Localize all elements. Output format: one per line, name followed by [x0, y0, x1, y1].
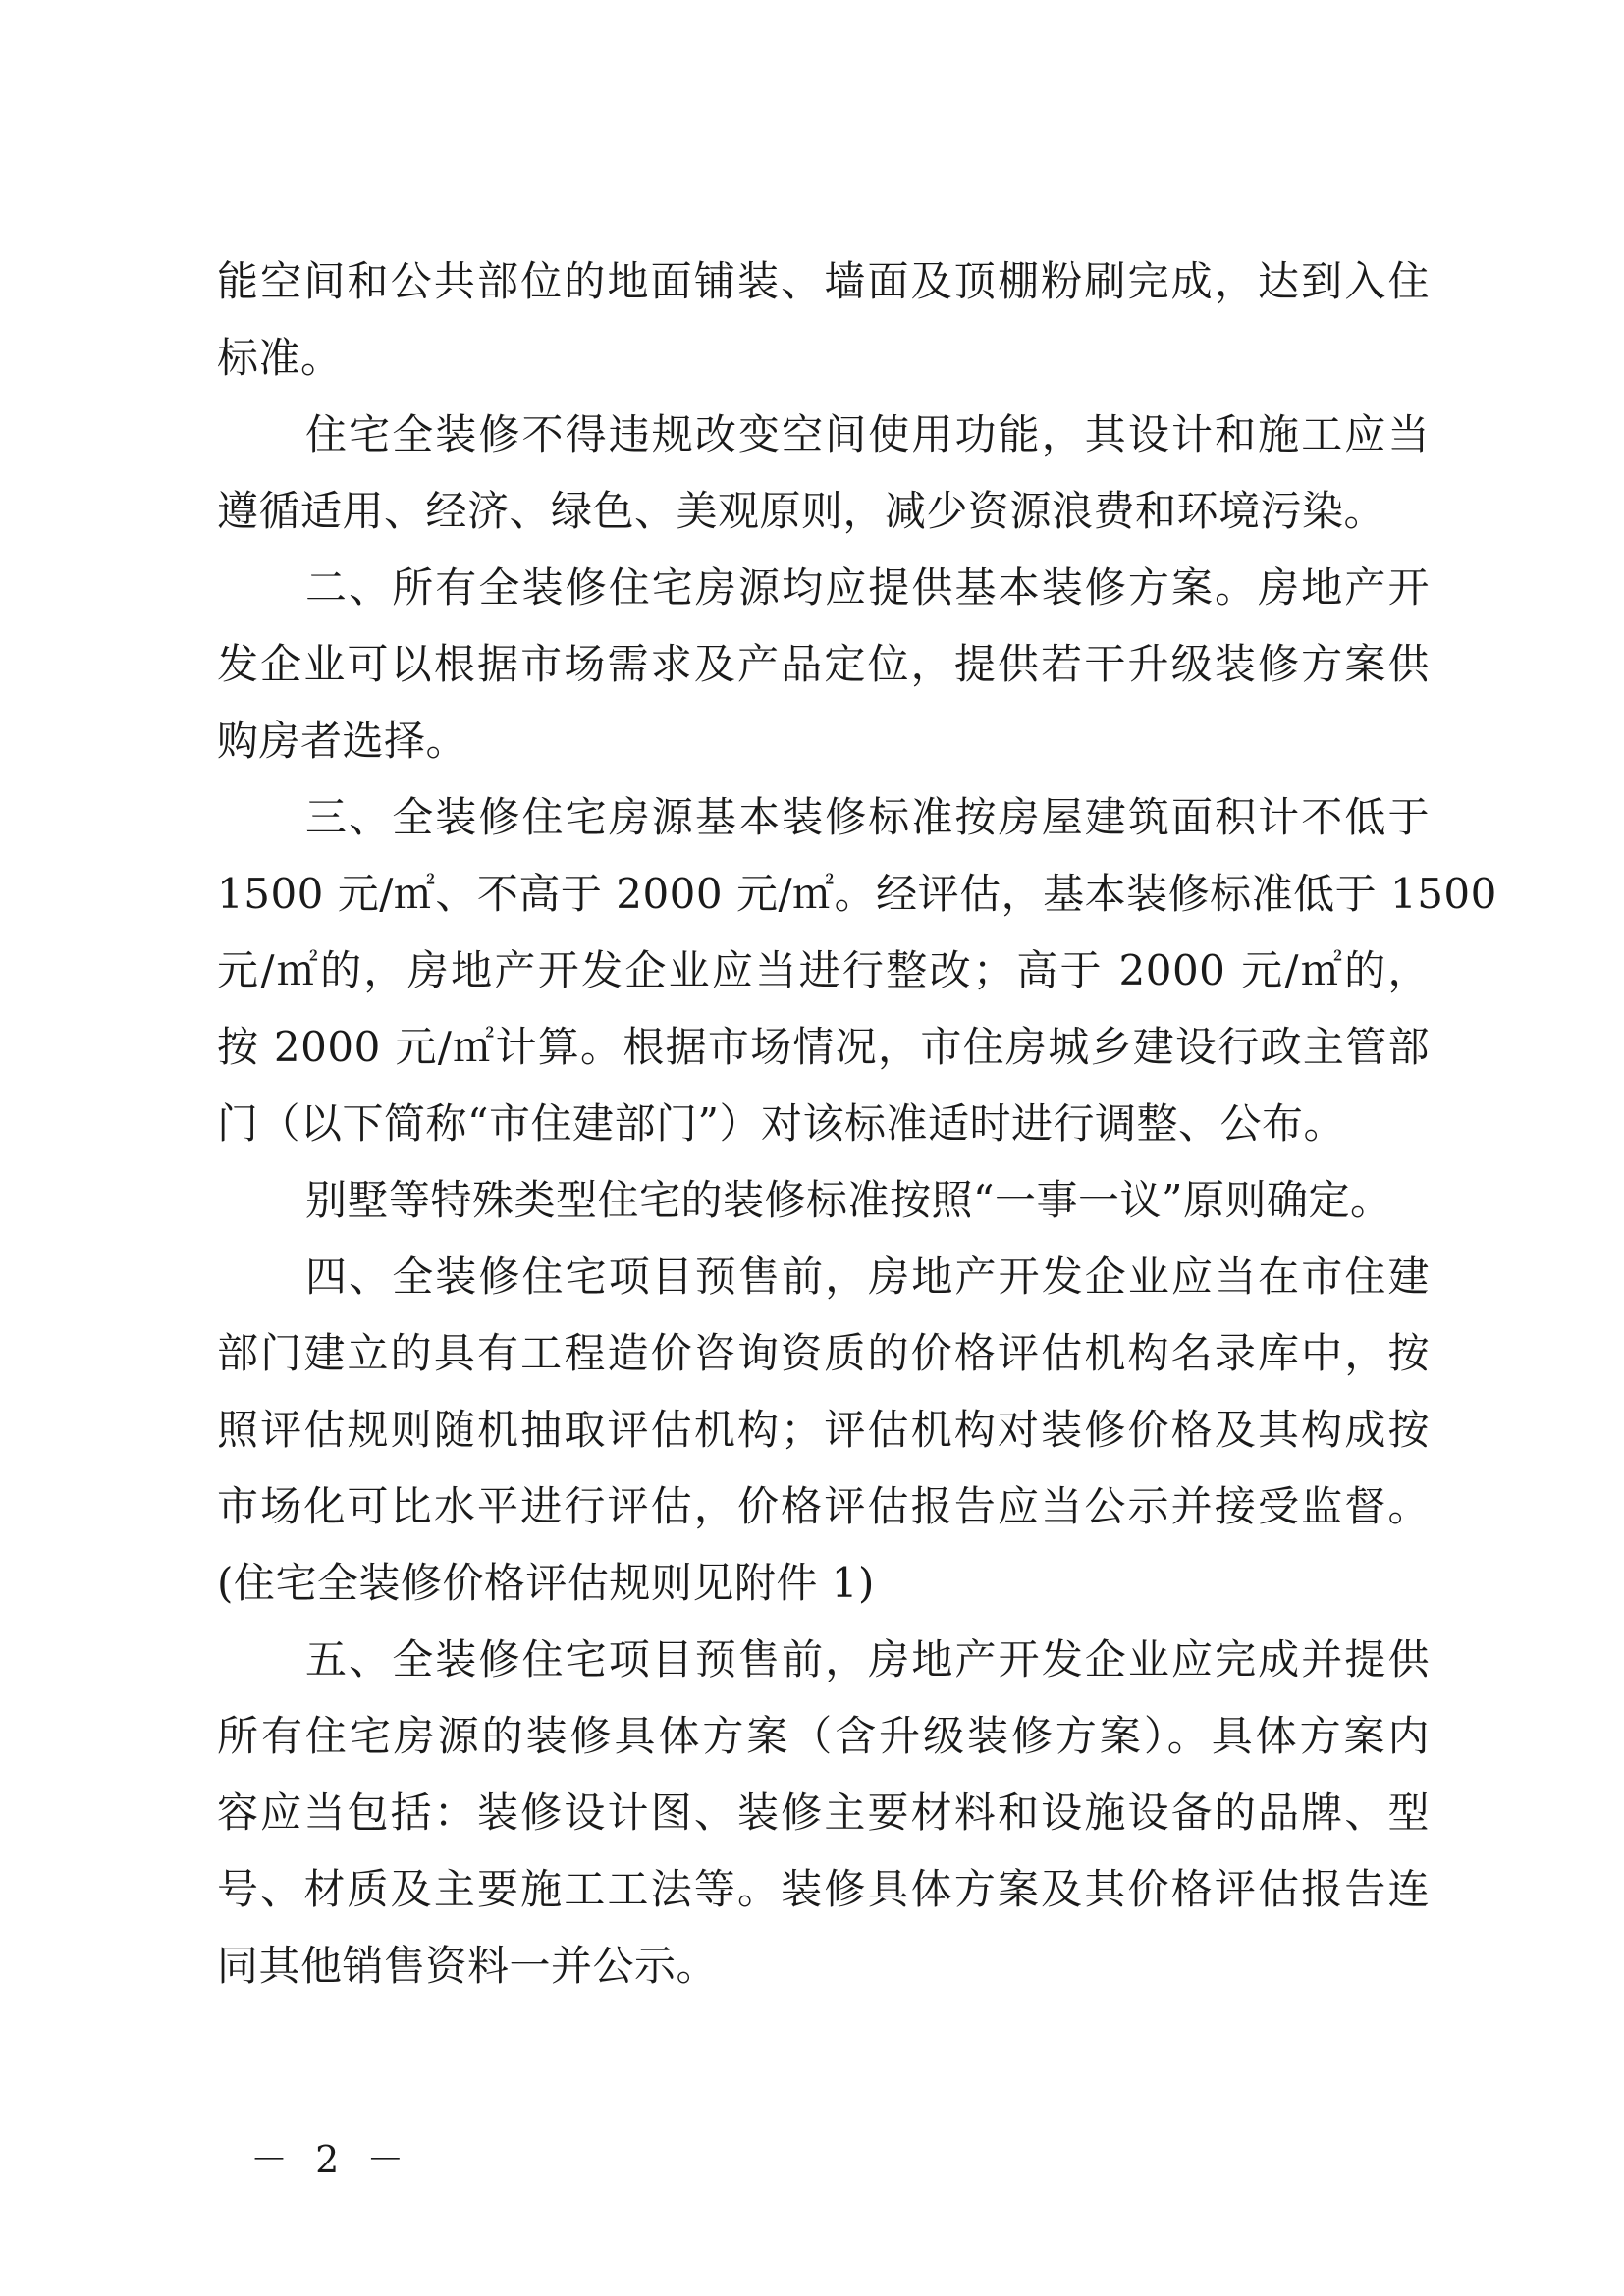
text-line: 号、材质及主要施工工法等。装修具体方案及其价格评估报告连	[217, 1865, 1430, 1913]
text-line: 容应当包括：装修设计图、装修主要材料和设施设备的品牌、型	[217, 1789, 1430, 1837]
paragraph-first-line: 住宅全装修不得违规改变空间使用功能，其设计和施工应当	[305, 410, 1430, 458]
text-line: 遵循适用、经济、绿色、美观原则，减少资源浪费和环境污染。	[217, 487, 1386, 535]
text-line: 照评估规则随机抽取评估机构；评估机构对装修价格及其构成按	[217, 1406, 1430, 1454]
text-line: 元/㎡的，房地产开发企业应当进行整改；高于 2000 元/㎡的，	[217, 946, 1430, 994]
paragraph-first-line: 四、全装修住宅项目预售前，房地产开发企业应当在市住建	[305, 1253, 1430, 1301]
text-line: 同其他销售资料一并公示。	[217, 1942, 719, 1990]
page-number: － 2 －	[250, 2138, 412, 2181]
text-line: 购房者选择。	[217, 717, 468, 765]
text-line: 按 2000 元/㎡计算。根据市场情况，市住房城乡建设行政主管部	[217, 1023, 1430, 1071]
paragraph-first-line: 五、全装修住宅项目预售前，房地产开发企业应完成并提供	[305, 1635, 1430, 1683]
text-line: 标准。	[217, 334, 343, 382]
text-line: 所有住宅房源的装修具体方案（含升级装修方案）。具体方案内	[217, 1712, 1430, 1760]
paragraph-first-line: 别墅等特殊类型住宅的装修标准按照“一事一议”原则确定。	[305, 1176, 1392, 1224]
text-line: 能空间和公共部位的地面铺装、墙面及顶棚粉刷完成，达到入住	[217, 257, 1430, 305]
text-line: 门（以下简称“市住建部门”）对该标准适时进行调整、公布。	[217, 1099, 1345, 1148]
paragraph-first-line: 三、全装修住宅房源基本装修标准按房屋建筑面积计不低于	[305, 793, 1430, 841]
document-body	[217, 243, 1497, 2004]
text-line: 部门建立的具有工程造价咨询资质的价格评估机构名录库中，按	[217, 1329, 1430, 1377]
text-line: 市场化可比水平进行评估，价格评估报告应当公示并接受监督。	[217, 1482, 1430, 1530]
text-line: 发企业可以根据市场需求及产品定位，提供若干升级装修方案供	[217, 640, 1430, 688]
paragraph-first-line: 二、所有全装修住宅房源均应提供基本装修方案。房地产开	[305, 563, 1430, 612]
text-line: (住宅全装修价格评估规则见附件 1)	[217, 1559, 875, 1607]
text-line: 1500 元/㎡、不高于 2000 元/㎡。经评估，基本装修标准低于 1500	[217, 870, 1497, 918]
